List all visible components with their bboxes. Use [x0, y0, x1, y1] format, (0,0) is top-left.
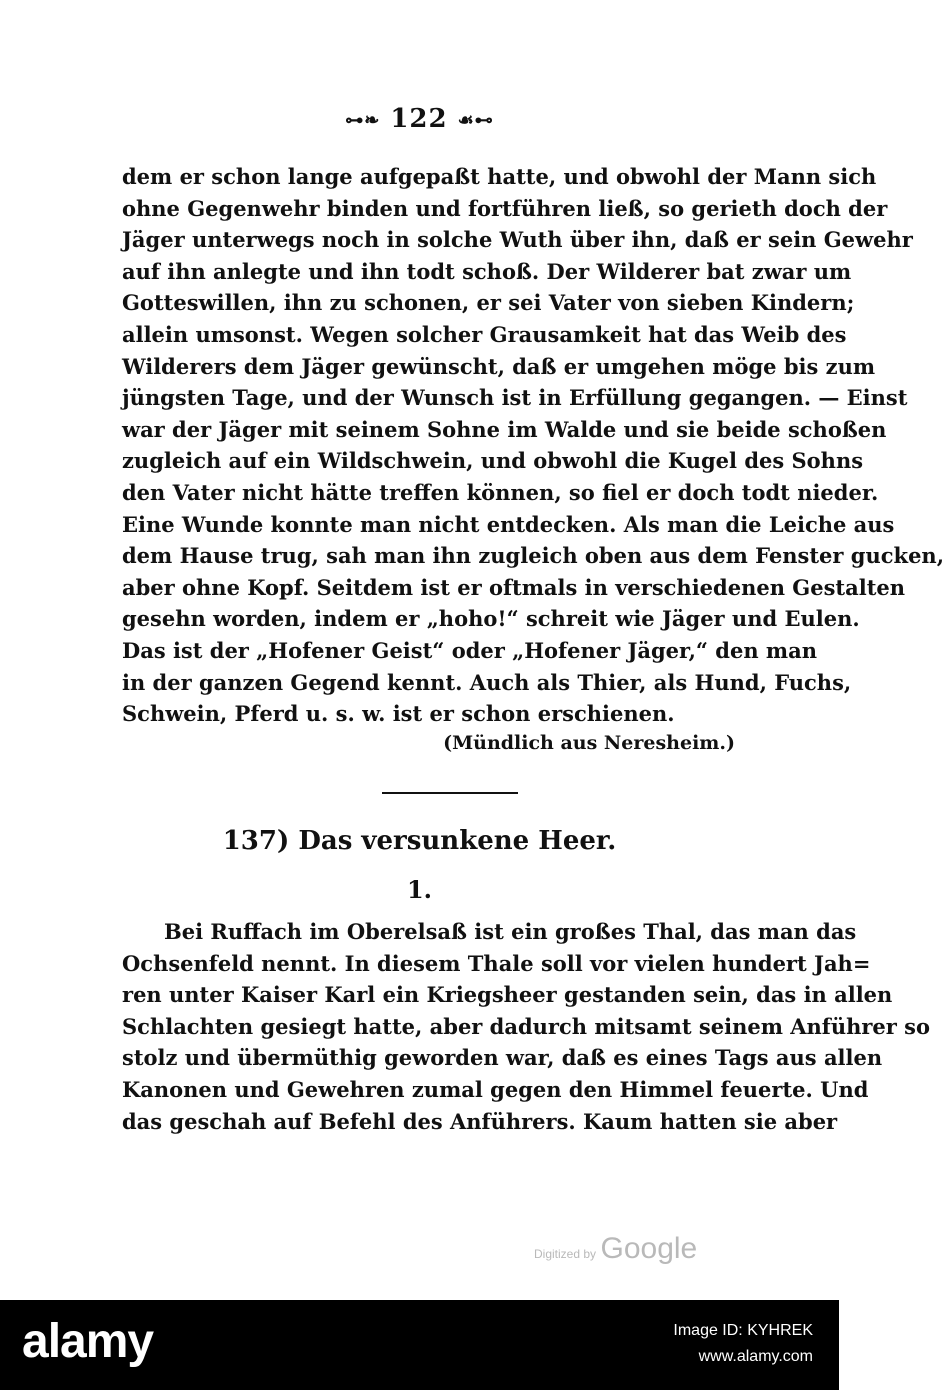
watermark-prefix: Digitized by — [534, 1247, 597, 1261]
text-line: Ochsenfeld nennt. In diesem Thale soll vor vielen hundert Jah= — [122, 950, 871, 976]
section-heading: 137) Das versunkene Heer. — [222, 826, 617, 856]
text-line: Schlachten gesiegt hatte, aber dadurch mitsamt seinem Anführer so — [122, 1013, 930, 1039]
subsection-number: 1. — [406, 875, 433, 904]
text-line: Schwein, Pferd u. s. w. ist er schon erschienen. — [122, 701, 675, 727]
ornament-left-icon: ⊶❧ — [345, 109, 381, 131]
digitized-watermark — [534, 1232, 697, 1266]
text-block-section — [122, 916, 930, 1137]
text-line: Gotteswillen, ihn zu schonen, er sei Vater von sieben Kindern; — [122, 290, 855, 316]
text-line: war der Jäger mit seinem Sohne im Walde und sie beide schoßen — [122, 416, 887, 442]
stock-footer-bar — [0, 1300, 839, 1390]
text-line: jüngsten Tage, und der Wunsch ist in Erfüllung gegangen. — Einst — [122, 385, 908, 411]
text-line: stolz und übermüthig geworden war, daß es eines Tags aus allen — [122, 1045, 883, 1071]
text-line: Das ist der „Hofener Geist“ oder „Hofener Jäger,“ den man — [122, 637, 817, 663]
text-line: ohne Gegenwehr binden und fortführen ließ, so gerieth doch der — [122, 195, 888, 221]
text-line: aber ohne Kopf. Seitdem ist er oftmals in verschiedenen Gestalten — [122, 574, 906, 600]
text-line: das geschah auf Befehl des Anführers. Kaum hatten sie aber — [122, 1108, 838, 1134]
page-number: 122 — [390, 104, 448, 134]
ornament-right-icon: ☙⊷ — [457, 109, 494, 131]
alamy-logo: alamy — [22, 1315, 154, 1368]
text-line: zugleich auf ein Wildschwein, und obwohl die Kugel des Sohns — [122, 448, 864, 474]
google-logo: Google — [600, 1232, 698, 1265]
text-line: allein umsonst. Wegen solcher Grausamkeit hat das Weib des — [122, 321, 847, 347]
image-id: Image ID: KYHREK — [673, 1322, 813, 1339]
text-line: Eine Wunde konnte man nicht entdecken. Als man die Leiche aus — [122, 511, 895, 537]
footer-url: www.alamy.com — [698, 1348, 813, 1365]
source-citation: (Mündlich aus Neresheim.) — [443, 732, 735, 754]
section-divider — [382, 792, 518, 794]
text-line: Wilderers dem Jäger gewünscht, daß er umgehen möge bis zum — [122, 353, 876, 379]
text-line: Bei Ruffach im Oberelsaß ist ein großes Thal, das man das — [164, 919, 857, 944]
text-line: dem Hause trug, sah man ihn zugleich oben aus dem Fenster gucken, — [122, 543, 944, 569]
text-line: ren unter Kaiser Karl ein Kriegsheer gestanden sein, das in allen — [122, 982, 893, 1008]
text-line: Jäger unterwegs noch in solche Wuth über ihn, daß er sein Gewehr — [122, 227, 913, 253]
text-line: in der ganzen Gegend kennt. Auch als Thier, als Hund, Fuchs, — [122, 669, 852, 695]
text-line: auf ihn anlegte und ihn todt schoß. Der Wilderer bat zwar um — [122, 258, 852, 284]
text-block-continued — [122, 161, 944, 730]
text-line: dem er schon lange aufgepaßt hatte, und obwohl der Mann sich — [122, 164, 877, 189]
text-line: gesehn worden, indem er „hoho!“ schreit wie Jäger und Eulen. — [122, 606, 860, 632]
text-line: den Vater nicht hätte treffen können, so fiel er doch todt nieder. — [122, 479, 879, 505]
page-number-header — [0, 104, 839, 134]
text-line: Kanonen und Gewehren zumal gegen den Himmel feuerte. Und — [122, 1076, 869, 1102]
